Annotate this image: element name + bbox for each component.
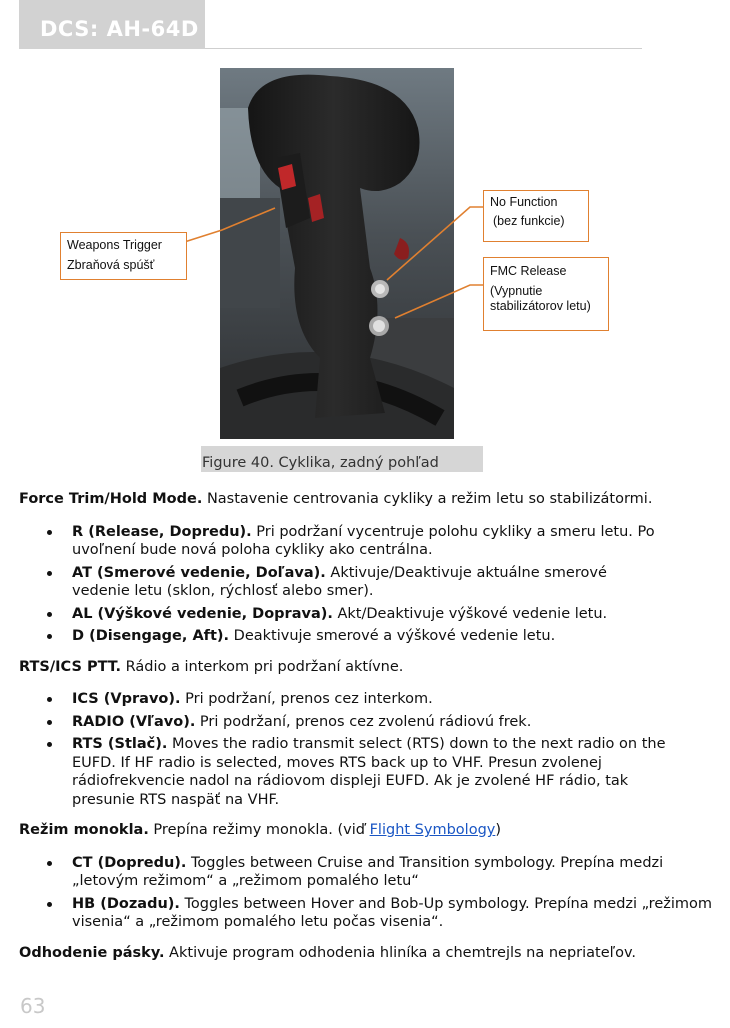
item-text: Pri podržaní, prenos cez zvolenú rádiovú frek. <box>195 713 532 730</box>
item-text: Pri podržaní vycentruje polohu cykliky a smeru letu. Po uvoľnení bude nová poloha cykliky ako centrálna. <box>72 523 655 558</box>
item-text: Pri podržaní, prenos cez interkom. <box>180 691 433 707</box>
item-text: Akt/Deaktivuje výškové vedenie letu. <box>332 605 608 622</box>
list-monocle <box>19 854 719 932</box>
callout-fmc-release-en: FMC Release <box>490 264 567 278</box>
list-item <box>19 523 719 560</box>
callout-weapons-trigger-sk: Zbraňová spúšť <box>67 258 155 272</box>
desc-rts-ics: Rádio a interkom pri podržaní aktívne. <box>121 658 404 675</box>
item-term: R (Release, Dopredu). <box>72 523 252 540</box>
cyclic-grip-photo <box>220 68 454 439</box>
item-term: D (Disengage, Aft). <box>72 628 230 644</box>
item-term: ICS (Vpravo). <box>72 691 181 707</box>
callout-fmc-release-sk: (Vypnutie stabilizátorov letu) <box>490 284 591 313</box>
list-rts-ics <box>19 690 719 809</box>
paragraph-monocle <box>19 821 719 840</box>
item-text: Toggles between Cruise and Transition symbology. Prepína medzi „letovým režimom“ a „režimom pomalého letu“ <box>72 854 664 889</box>
callout-no-function-en: No Function <box>490 195 558 209</box>
term-rts-ics: RTS/ICS PTT. <box>19 658 121 675</box>
item-term: HB (Dozadu). <box>72 895 180 912</box>
item-term: AT (Smerové vedenie, Doľava). <box>72 564 326 581</box>
list-item <box>19 690 719 709</box>
list-item <box>19 735 719 809</box>
list-item <box>19 564 719 601</box>
list-force-trim <box>19 523 719 646</box>
list-item <box>19 713 719 732</box>
flight-symbology-link[interactable]: Flight Symbology <box>369 822 496 838</box>
callout-no-function-sk: (bez funkcie) <box>493 214 565 228</box>
figure-caption: Figure 40. Cyklika, zadný pohľad <box>201 446 483 472</box>
item-term: AL (Výškové vedenie, Doprava). <box>72 605 333 622</box>
list-item <box>19 854 719 891</box>
list-item <box>19 605 719 624</box>
term-force-trim: Force Trim/Hold Mode. <box>19 491 203 507</box>
desc-monocle: Prepína režimy monokla. (viď <box>148 822 370 838</box>
callout-weapons-trigger <box>60 232 187 280</box>
item-text: Moves the radio transmit select (RTS) down to the next radio on the EUFD. If HF radio is selected, moves RTS back up to VHF. Presun zvolenej rádiofrekvencie nadol na rádiovom displeji EUFD. Ak je zvolené HF rádio, tak presunie RTS naspäť na VHF. <box>72 736 666 808</box>
paragraph-chaff <box>19 944 719 963</box>
list-item <box>19 627 719 646</box>
item-term: RTS (Stlač). <box>72 736 168 752</box>
term-monocle: Režim monokla. <box>19 822 149 838</box>
desc-force-trim: Nastavenie centrovania cykliky a režim letu so stabilizátormi. <box>202 491 653 507</box>
term-chaff: Odhodenie pásky. <box>19 944 165 961</box>
item-term: RADIO (Vľavo). <box>72 713 196 730</box>
item-text: Deaktivuje smerové a výškové vedenie letu. <box>229 628 556 644</box>
paragraph-force-trim <box>19 490 719 509</box>
header-divider <box>205 48 642 49</box>
list-item <box>19 895 719 932</box>
page-number: 63 <box>20 994 46 1018</box>
item-text: Aktivuje/Deaktivuje aktuálne smerové vedenie letu (sklon, rýchlosť alebo smer). <box>72 564 607 599</box>
document-title: DCS: AH-64D <box>40 17 199 41</box>
callout-weapons-trigger-en: Weapons Trigger <box>67 238 162 252</box>
callout-fmc-release <box>483 257 609 331</box>
item-text: Toggles between Hover and Bob-Up symbology. Prepína medzi „režimom visenia“ a „režimom pomalého letu počas visenia“. <box>72 895 713 930</box>
item-term: CT (Dopredu). <box>72 854 187 871</box>
desc-chaff: Aktivuje program odhodenia hliníka a chemtrejls na nepriateľov. <box>164 944 637 961</box>
document-body <box>19 490 719 976</box>
paragraph-rts-ics <box>19 658 719 677</box>
desc-monocle-end: ) <box>495 822 502 838</box>
callout-no-function <box>483 190 589 242</box>
